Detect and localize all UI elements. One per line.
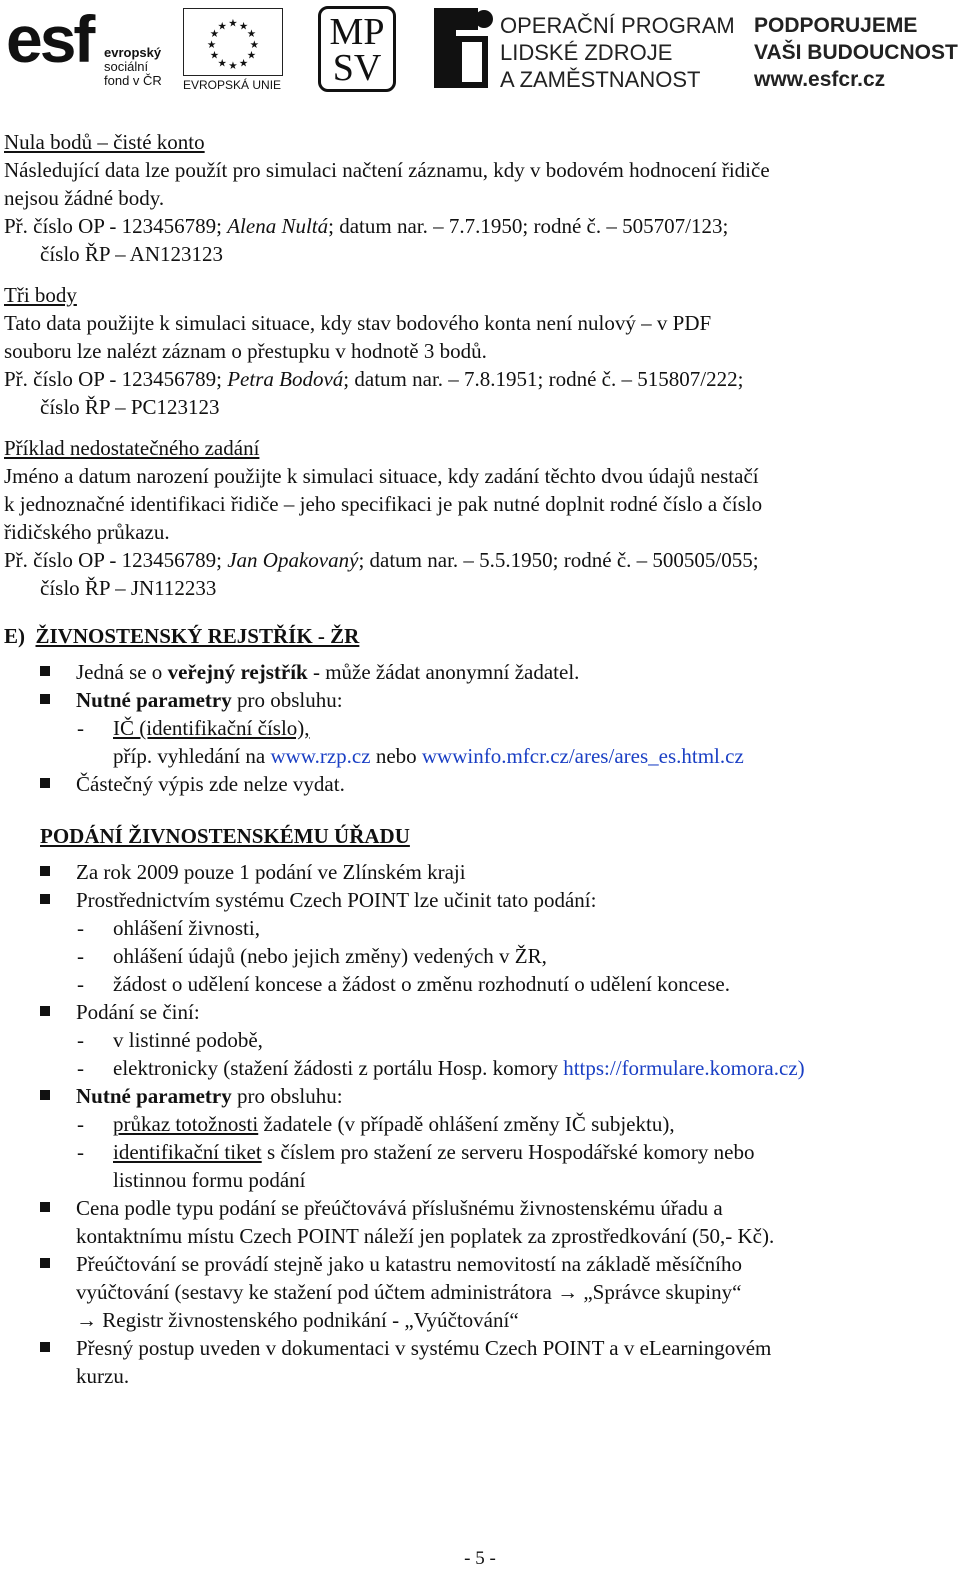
zero-points-text-2: nejsou žádné body. — [4, 186, 165, 210]
mpsv-logo — [318, 6, 396, 92]
list-item: Částečný výpis zde nelze vydat. — [0, 770, 960, 798]
item-text: příp. vyhledání na — [113, 744, 271, 768]
zero-points-heading: Nula bodů – čisté konto — [4, 130, 205, 154]
eu-star-icon: ★ — [217, 20, 228, 33]
three-points-heading: Tři body — [4, 283, 77, 307]
mpsv-top: MP — [329, 11, 385, 53]
insufficient-example — [4, 546, 960, 574]
item-bold: veřejný rejstřík — [167, 660, 308, 684]
oplz-line-1: OPERAČNÍ PROGRAM — [500, 13, 735, 38]
list-item-cont: kurzu. — [76, 1364, 130, 1388]
three-points-text-2: souboru lze nalézt záznam o přestupku v hodnotě 3 bodů. — [4, 339, 487, 363]
item-text: IČ (identifikační číslo), — [113, 716, 310, 740]
item-text: pro obsluhu: — [231, 688, 343, 712]
item-text: Jedná se o — [76, 660, 168, 684]
esf-logo-text — [104, 46, 162, 88]
item-text: nebo — [370, 744, 422, 768]
sub-item: - ohlášení živnosti, — [0, 914, 960, 942]
podani-title: PODÁNÍ ŽIVNOSTENSKÉMU ÚŘADU — [40, 824, 410, 848]
list-item: Podání se činí: — [0, 998, 960, 1026]
item-bold: Nutné parametry — [76, 688, 232, 712]
esf-line-3: fond v ČR — [104, 73, 162, 88]
example-prefix: Př. číslo OP - 123456789; — [4, 548, 228, 572]
list-item — [0, 658, 960, 686]
eu-star-icon: ★ — [228, 60, 238, 73]
sub-item — [0, 1138, 960, 1166]
esf-line-1: evropský — [104, 45, 162, 60]
slogan-line-3: www.esfcr.cz — [754, 68, 886, 91]
example-prefix: Př. číslo OP - 123456789; — [4, 214, 228, 238]
section-e-title: ŽIVNOSTENSKÝ REJSTŘÍK - ŽR — [35, 624, 360, 648]
sub-item: - žádost o udělení koncese a žádost o změnu rozhodnutí o udělení koncese. — [0, 970, 960, 998]
ares-link[interactable]: wwwinfo.mfcr.cz/ares/ares_es.html.cz — [421, 744, 744, 768]
eu-star-icon: ★ — [206, 38, 217, 51]
item-underlined: průkaz totožnosti — [113, 1112, 259, 1136]
sub-item: - ohlášení údajů (nebo jejich změny) vedených v ŽR, — [0, 942, 960, 970]
section-e-heading — [4, 622, 960, 650]
eu-logo — [183, 8, 283, 92]
insufficient-text-1: Jméno a datum narození použijte k simulaci situace, kdy zadání těchto dvou údajů nestačí — [4, 464, 759, 488]
eu-star-icon: ★ — [238, 57, 249, 70]
podani-heading — [4, 822, 960, 850]
eu-stars-icon — [183, 8, 283, 76]
esf-line-2: sociální — [104, 59, 149, 74]
item-text: žadatele (v případě ohlášení změny IČ subjektu), — [258, 1112, 675, 1136]
insufficient-heading: Příklad nedostatečného zadání — [4, 436, 260, 460]
item-text: - může žádat anonymní žadatel. — [307, 660, 580, 684]
list-item — [0, 1082, 960, 1110]
slogan-line-2: VAŠI BUDOUCNOST — [754, 41, 958, 64]
eu-star-icon: ★ — [238, 20, 249, 33]
sub-item-cont — [0, 742, 960, 770]
eu-star-icon: ★ — [246, 28, 257, 41]
list-item: Cena podle typu podání se přeúčtovává příslušnému živnostenskému úřadu a — [0, 1194, 960, 1222]
sub-item — [0, 714, 960, 742]
esf-logo-mark: esf — [6, 2, 93, 76]
sub-item: - v listinné podobě, — [0, 1026, 960, 1054]
zero-points-text-1: Následující data lze použít pro simulaci načtení záznamu, kdy v bodovém hodnocení řidiče — [4, 158, 770, 182]
insufficient-example-cont: číslo ŘP – JN112233 — [40, 576, 217, 600]
slogan-line-1: PODPORUJEME — [754, 14, 918, 37]
sub-item — [0, 1054, 960, 1082]
sub-item — [0, 1110, 960, 1138]
list-item: Prostřednictvím systému Czech POINT lze učinit tato podání: — [0, 886, 960, 914]
list-item — [0, 686, 960, 714]
list-item: Za rok 2009 pouze 1 podání ve Zlínském kraji — [0, 858, 960, 886]
zero-points-example — [4, 212, 960, 240]
item-text: pro obsluhu: — [231, 1084, 343, 1108]
komora-link[interactable]: https://formulare.komora.cz) — [563, 1056, 805, 1080]
three-points-text-1: Tato data použijte k simulaci situace, kdy stav bodového konta není nulový – v PDF — [4, 311, 712, 335]
insufficient-text-2: k jednoznačné identifikaci řidiče – jeho specifikaci je pak nutné doplnit rodné číslo a číslo — [4, 492, 763, 516]
sub-item-cont: listinnou formu podání — [113, 1168, 306, 1192]
eu-star-icon: ★ — [217, 57, 228, 70]
page-body — [0, 128, 960, 1390]
example-details: ; datum nar. – 5.5.1950; rodné č. – 500505/055; — [358, 548, 759, 572]
list-item: Přesný postup uveden v dokumentaci v systému Czech POINT a v eLearningovém — [0, 1334, 960, 1362]
zero-points-example-cont: číslo ŘP – AN123123 — [40, 242, 223, 266]
example-name: Alena Nultá — [227, 214, 329, 238]
example-name: Petra Bodová — [227, 367, 344, 391]
section-e-letter: E) — [4, 624, 25, 648]
example-details: ; datum nar. – 7.8.1951; rodné č. – 515807/222; — [343, 367, 744, 391]
item-underlined: identifikační tiket — [113, 1140, 262, 1164]
rzp-link[interactable]: www.rzp.cz — [270, 744, 371, 768]
mpsv-bottom: SV — [332, 47, 382, 89]
eu-label: EVROPSKÁ UNIE — [183, 78, 282, 92]
insufficient-text-3: řidičského průkazu. — [4, 520, 170, 544]
oplz-figure-icon — [432, 4, 494, 92]
eu-star-icon: ★ — [249, 38, 260, 51]
eu-star-icon: ★ — [209, 49, 220, 62]
list-item-cont: vyúčtování (sestavy ke stažení pod účtem administrátora → „Správce skupiny“ — [76, 1280, 742, 1304]
example-prefix: Př. číslo OP - 123456789; — [4, 367, 228, 391]
example-details: ; datum nar. – 7.7.1950; rodné č. – 505707/123; — [328, 214, 729, 238]
logo-bar — [0, 0, 960, 100]
slogan — [754, 12, 958, 93]
item-bold: Nutné parametry — [76, 1084, 232, 1108]
three-points-example-cont: číslo ŘP – PC123123 — [40, 395, 220, 419]
oplz-line-2: LIDSKÉ ZDROJE — [500, 40, 673, 65]
eu-star-icon: ★ — [246, 49, 257, 62]
esf-logo — [6, 2, 176, 92]
list-item-cont: → Registr živnostenského podnikání - „Vyúčtování“ — [76, 1308, 519, 1332]
oplz-text — [500, 12, 735, 93]
three-points-example — [4, 365, 960, 393]
page-number: - 5 - — [464, 1548, 496, 1569]
list-item: Přeúčtování se provádí stejně jako u katastru nemovitostí na základě měsíčního — [0, 1250, 960, 1278]
example-name: Jan Opakovaný — [227, 548, 359, 572]
item-text: s číslem pro stažení ze serveru Hospodářské komory nebo — [261, 1140, 755, 1164]
list-item-cont: kontaktnímu místu Czech POINT náleží jen poplatek za zprostředkování (50,- Kč). — [76, 1224, 775, 1248]
oplz-line-3: A ZAMĚSTNANOST — [500, 67, 701, 92]
eu-star-icon: ★ — [209, 28, 220, 41]
eu-star-icon: ★ — [228, 17, 238, 30]
item-text: elektronicky (stažení žádosti z portálu Hosp. komory — [113, 1056, 564, 1080]
